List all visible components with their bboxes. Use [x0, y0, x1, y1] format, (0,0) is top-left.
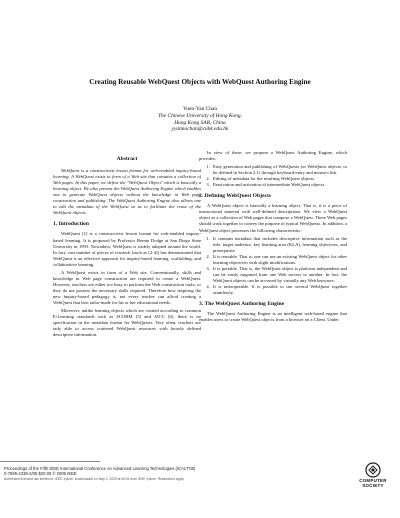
intro-paragraph-3: Moreover, unlike learning objects which are created according to common E-Learning standards such as SCORM [5] and AICC [6], there is no specification in the metadata format for WebQuests. Very often, teachers are only able to access scattered WebQuest resources with loosely defined descriptive information.: [53, 308, 201, 338]
engine-paragraph: The WebQuest Authoring Engine is an intelligent web-based engine that enables users to create WebQuest objects from a browser on a Client. Under: [199, 311, 347, 323]
characteristic-item: 1. It contains metadata that includes descriptive information such as the title, target audience, key learning area (KLA), learning objectives, and prerequisite.: [211, 236, 347, 254]
intro-paragraph-2: A WebQuest exists in form of a Web site. Conventionally, skills and knowledge in Web page construction are required to create a WebQuest. However, teachers are either too busy to perform the Web construction tasks; or they do not possess the necessary skills required. Therefore how inspiring the new inquiry-based pedagogy is, not every teacher can afford creating a WebQuest that best tailor-made for his or her educational needs.: [53, 269, 201, 305]
logo-text-computer: COMPUTER: [359, 478, 387, 483]
section-defining-heading: 2. Defining WebQuest Objects: [199, 193, 271, 200]
characteristic-item: 3. It is portable. That is, the WebQuest object is platform independent and can be easily migrated from one Web servers to another. In fact, the WebQuest objects can be accessed by virtually any Web browsers.: [211, 266, 347, 284]
section-engine-heading: 3. The WebQuest Authoring Engine: [199, 301, 285, 308]
proposal-list: [199, 164, 347, 188]
paper-title: Creating Reusable WebQuest Objects with WebQuest Authoring Engine: [89, 78, 311, 86]
ieee-computer-society-logo: [356, 462, 390, 502]
footer: [4, 466, 344, 482]
characteristic-list: [199, 236, 347, 296]
proposal-item: 1. Easy generation and publishing of WebQuests (or WebQuest objects, to be defined in Section 2.1) through keyboard-entry and mouse-click.: [211, 164, 347, 176]
left-column: [53, 150, 201, 340]
abstract-text: WebQuest is a constructivist lesson format for web-enabled inquiry-based learning. A WebQuest exists in form of a Web site that contains a collection of Web pages. In this paper, we define the "WebQuest Object" which is basically a learning object. We also present the WebQuest Authoring Engine which enables one to generate WebQuest objects without the knowledge in Web page construction and publishing. The WebQuest Authoring Engine also allows one to edit the metadata of the WebQuest so as to facilitate the reuse of the WebQuest objects.: [53, 168, 201, 216]
defining-paragraph: A WebQuest object is basically a learning object. That is, it is a piece of instructional material with well-defined descriptions. We view a WebQuest object as a collection of Web pages that compose a WebQuest. These Web pages should work together to convey the purpose of typical WebQuests. In addition, a WebQuest object possesses the following characteristic:: [199, 203, 347, 233]
footer-proceedings: Proceedings of the Fifth IEEE International Conference on Advanced Learning Technologies (ICALT'05): [4, 466, 196, 471]
footer-license: Authorized licensed use limited to: IEEE Xplore. Downloaded on May 2, 2009 at 06:02 from IEEE Xplore. Restrictions apply.: [4, 476, 185, 481]
abstract-heading: Abstract: [116, 156, 138, 162]
author-email: yyannachan@cuhk.edu.hk: [171, 126, 229, 133]
logo-text-society: SOCIETY: [362, 483, 384, 488]
right-column: [199, 150, 347, 325]
proposal-item: 3. Passivation and activation of intermediate WebQuest objects.: [211, 182, 347, 188]
intro-paragraph-1: WebQuest [1] is a constructivist lesson format for web-enabled inquiry-based learning. It is proposed by Professor Bernie Dodge at San Diego State University in 1995. Nowadays, WebQuest is widely adopted around the world. In fact, vast number of pieces of research (such as [2-4]) has demonstrated that WebQuest is an effective approach for inquiry-based learning, scaffolding, and collaborative learning.: [53, 231, 201, 267]
author-location: Hong Kong SAR, China: [174, 119, 226, 126]
proposal-paragraph: In view of these, we propose a WebQuest Authoring Engine, which provides:: [199, 150, 347, 162]
footer-isbn: 0-7695-2338-2/05 $20.00 © 2005 IEEE: [4, 471, 77, 477]
proposal-item: 2. Editing of metadata for the resulting WebQuest objects.: [211, 176, 347, 182]
computer-society-icon: [365, 462, 381, 478]
characteristic-item: 4. It is interoperable. It is possible to use several WebQuest together seamlessly.: [211, 284, 347, 296]
author-affiliation: The Chinese University of Hong Kong,: [158, 112, 242, 119]
characteristic-item: 2. It is reusable. That is, one can use an existing WebQuest object for other learning objectives with slight modifications.: [211, 254, 347, 266]
footer-rule: [0, 461, 100, 462]
section-introduction-heading: 1. Introduction: [53, 221, 89, 228]
author-name: Yuen-Yan Chan: [182, 106, 218, 112]
author-block: [100, 106, 300, 133]
